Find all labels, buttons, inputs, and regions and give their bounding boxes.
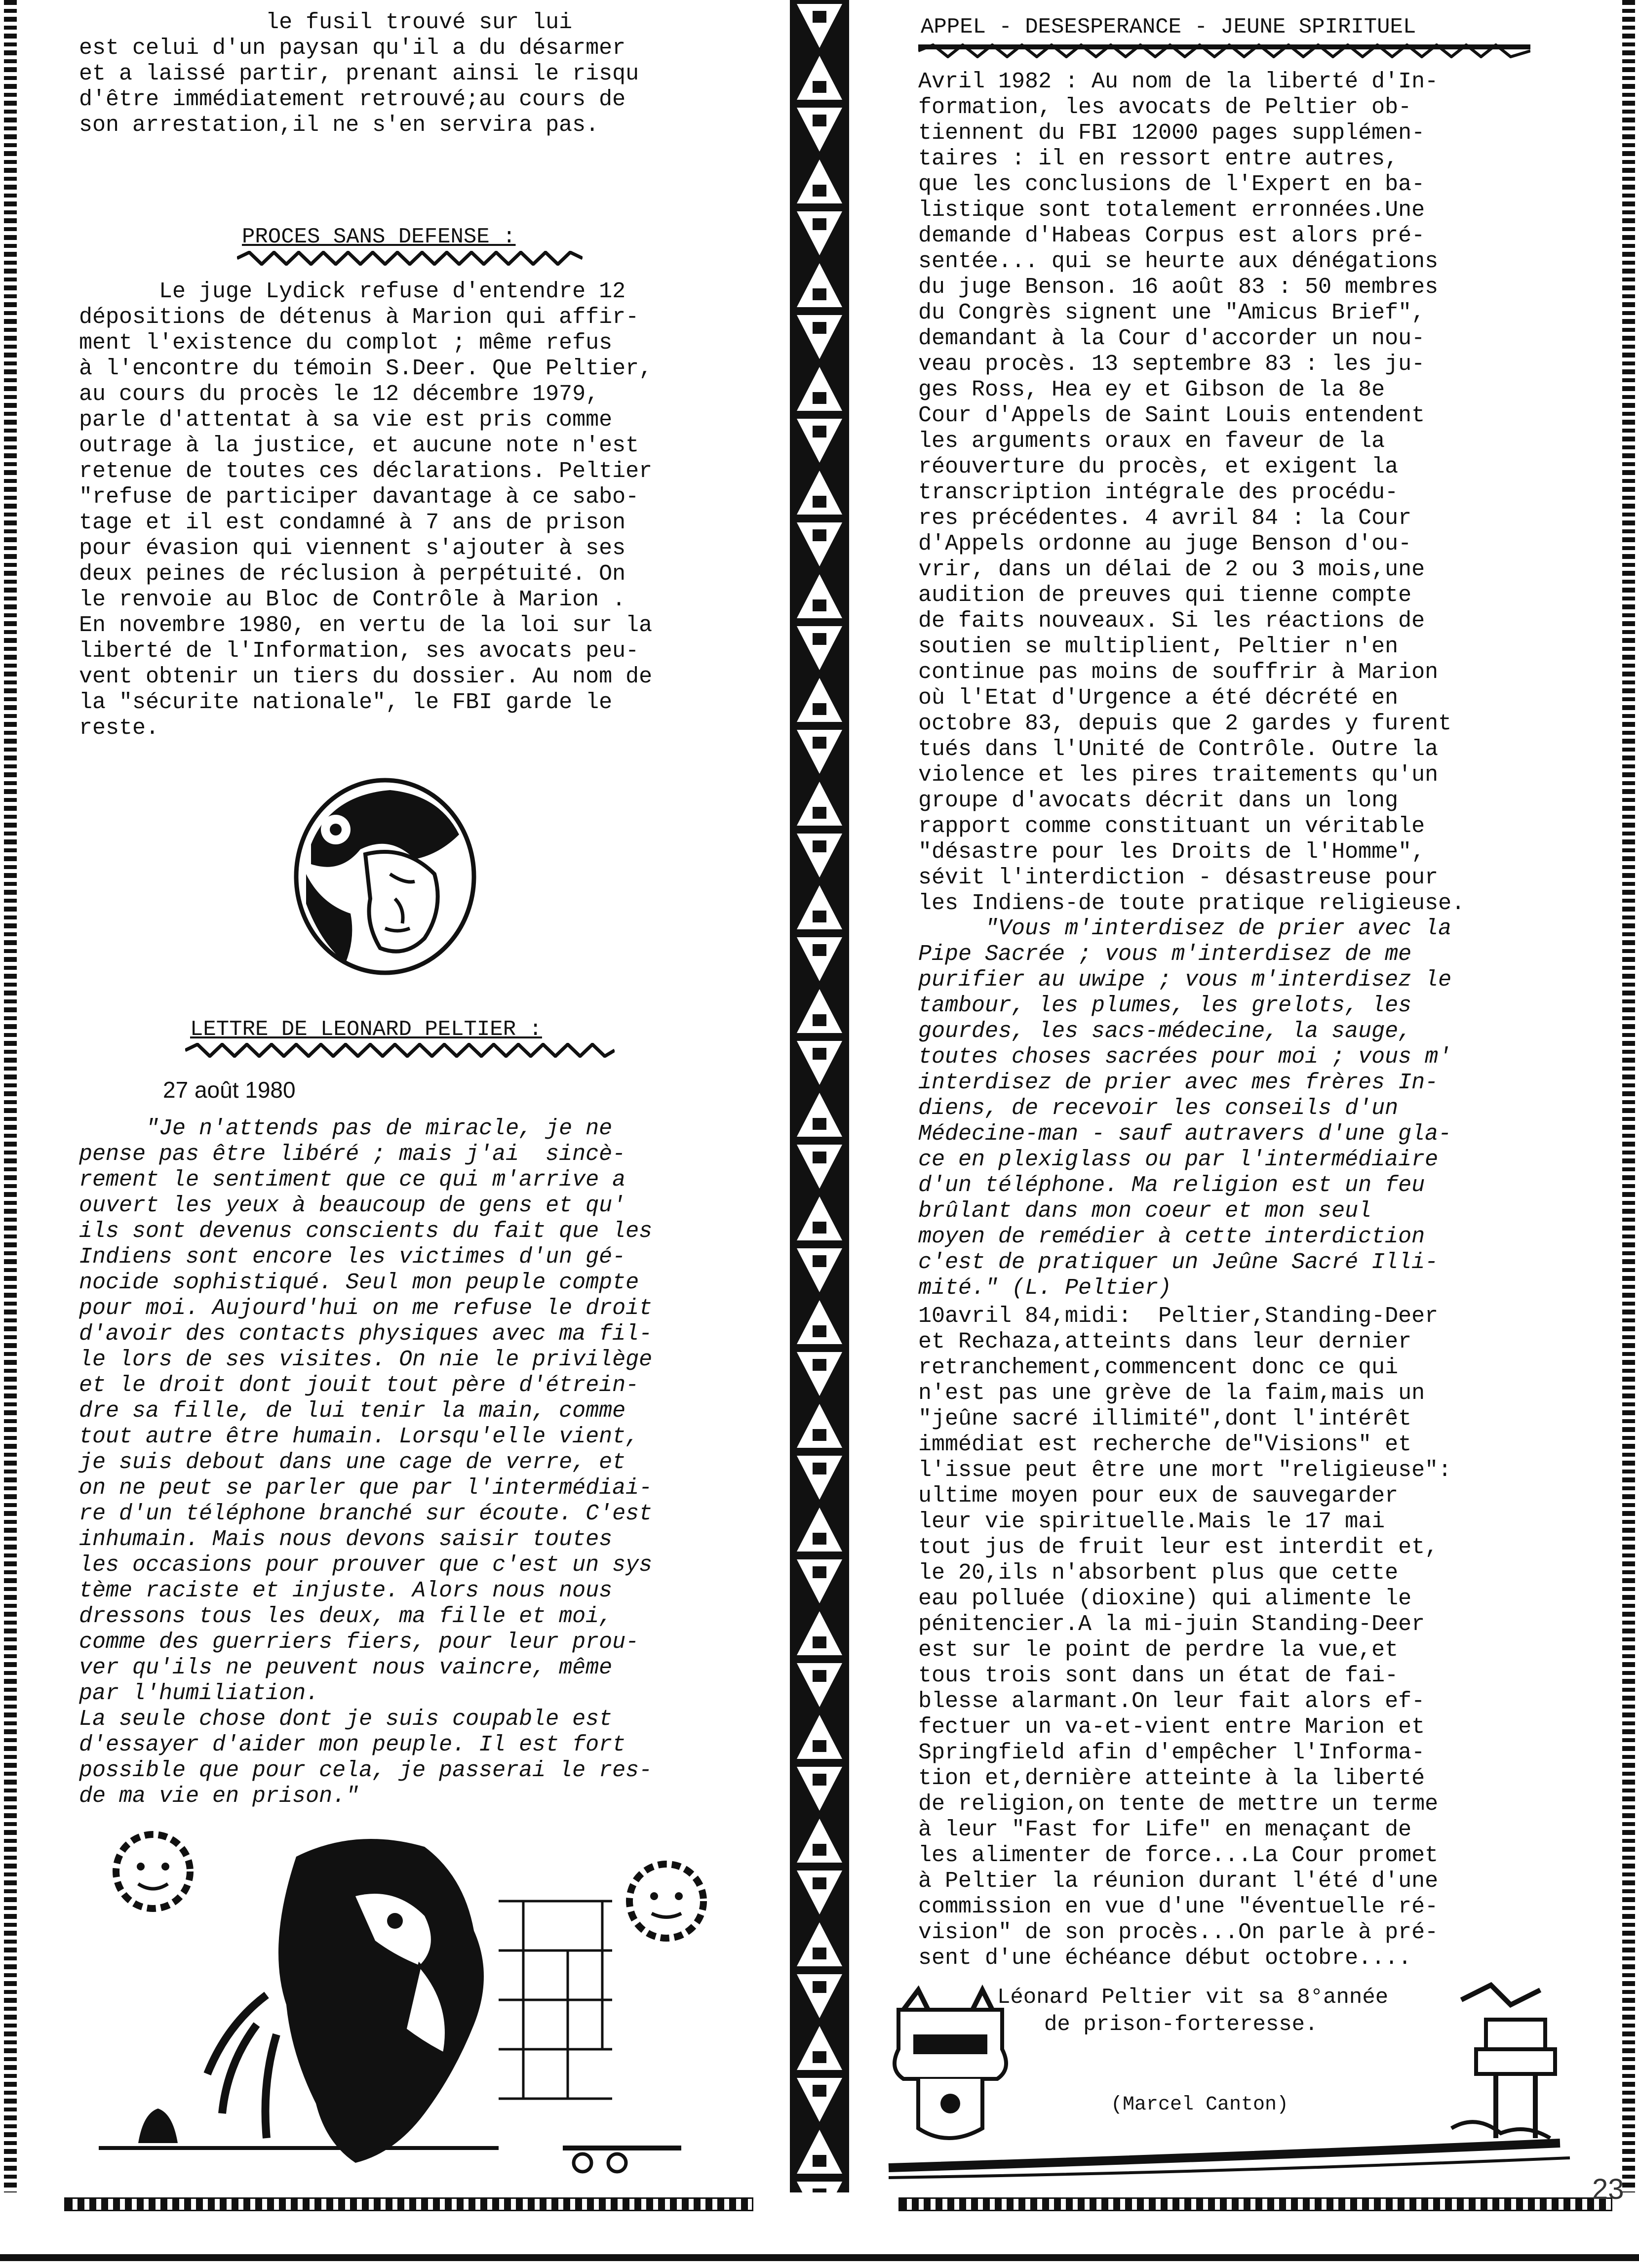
strip-triangle bbox=[797, 1559, 842, 1603]
strip-triangle bbox=[797, 315, 842, 359]
text-line: réouverture du procès, et exigent la bbox=[918, 454, 1399, 479]
strip-triangle bbox=[797, 419, 842, 463]
text-line: Médecine-man - sauf autravers d'une gla- bbox=[918, 1121, 1452, 1147]
text-line: tème raciste et injuste. Alors nous nous bbox=[79, 1578, 613, 1603]
text-line: ment l'existence du complot ; même refus bbox=[79, 330, 613, 356]
text-line: vision" de son procès...On parle à pré- bbox=[918, 1920, 1439, 1945]
strip-triangle bbox=[797, 1093, 842, 1137]
strip-triangle bbox=[797, 1248, 842, 1292]
text-line: "désastre pour les Droits de l'Homme", bbox=[918, 839, 1425, 865]
strip-triangle-mark bbox=[813, 633, 826, 645]
strip-triangle bbox=[797, 574, 842, 618]
strip-triangle-mark bbox=[813, 1877, 826, 1889]
text-line: à l'encontre du témoin S.Deer. Que Peltier, bbox=[79, 356, 653, 381]
heading-appel-desesperance: APPEL - DESESPERANCE - JEUNE SPIRITUEL bbox=[921, 15, 1416, 40]
text-line: dressons tous les deux, ma fille et moi, bbox=[79, 1604, 613, 1629]
text-line: pense pas être libéré ; mais j'ai sincè- bbox=[79, 1142, 626, 1167]
text-line: nocide sophistiqué. Seul mon peuple compte bbox=[79, 1270, 639, 1295]
text-line: le lors de ses visites. On nie le privilège bbox=[79, 1347, 653, 1372]
text-line: taires : il en ressort entre autres, bbox=[918, 146, 1399, 171]
page-number: 23 bbox=[1592, 2173, 1624, 2205]
text-line: Pipe Sacrée ; vous m'interdisez de me bbox=[918, 942, 1412, 967]
text-line: l'issue peut être une mort "religieuse": bbox=[918, 1458, 1452, 1483]
text-line: vent obtenir un tiers du dossier. Au nom de bbox=[79, 664, 653, 689]
text-line: rement le sentiment que ce qui m'arrive a bbox=[79, 1167, 626, 1193]
strip-triangle bbox=[797, 2026, 842, 2070]
strip-triangle bbox=[797, 2130, 842, 2174]
zigzag-ornament bbox=[237, 251, 583, 266]
text-line: Le juge Lydick refuse d'entendre 12 bbox=[79, 279, 626, 304]
text-line: ce en plexiglass ou par l'intermédiaire bbox=[918, 1147, 1439, 1172]
text-line: gourdes, les sacs-médecine, la sauge, bbox=[918, 1019, 1412, 1044]
text-line: brûlant dans mon coeur et mon seul bbox=[918, 1198, 1372, 1224]
strip-triangle bbox=[797, 1456, 842, 1500]
text-line: reste. bbox=[79, 716, 159, 741]
strip-triangle-mark bbox=[813, 1948, 826, 1959]
text-line: la "sécurite nationale", le FBI garde le bbox=[79, 690, 613, 715]
text-line: parle d'attentat à sa vie est pris comme bbox=[79, 407, 613, 433]
strip-triangle bbox=[797, 367, 842, 411]
strip-triangle-mark bbox=[813, 911, 826, 922]
text-line: à Peltier la réunion durant l'été d'une bbox=[918, 1869, 1439, 1894]
text-line: tambour, les plumes, les grelots, les bbox=[918, 993, 1412, 1018]
strip-triangle-mark bbox=[813, 81, 826, 93]
text-line: inhumain. Mais nous devons saisir toutes bbox=[79, 1527, 613, 1552]
right-decorative-border bbox=[1622, 0, 1635, 2192]
bottom-decorative-border-right bbox=[898, 2197, 1612, 2211]
text-line: "Vous m'interdisez de prier avec la bbox=[918, 916, 1452, 941]
text-line: sévit l'interdiction - désastreuse pour bbox=[918, 865, 1439, 890]
strip-triangle-mark bbox=[813, 426, 826, 438]
text-line: c'est de pratiquer un Jeûne Sacré Illi- bbox=[918, 1250, 1439, 1275]
strip-triangle bbox=[797, 1611, 842, 1655]
text-line: continue pas moins de souffrir à Marion bbox=[918, 660, 1439, 685]
strip-triangle-mark bbox=[813, 2051, 826, 2063]
strip-triangle bbox=[797, 108, 842, 152]
strip-triangle bbox=[797, 678, 842, 722]
strip-triangle-mark bbox=[813, 1325, 826, 1337]
text-line: d'un téléphone. Ma religion est un feu bbox=[918, 1173, 1425, 1198]
text-line: pour évasion qui viennent s'ajouter à ses bbox=[79, 536, 626, 561]
closing-line-2: de prison-forteresse. bbox=[1044, 2012, 1318, 2037]
strip-triangle bbox=[797, 1819, 842, 1863]
text-line: leur vie spirituelle.Mais le 17 mai bbox=[918, 1509, 1385, 1534]
text-line: vrir, dans un délai de 2 ou 3 mois,une bbox=[918, 557, 1425, 582]
strip-triangle-mark bbox=[813, 1222, 826, 1233]
strip-triangle bbox=[797, 4, 842, 48]
text-line: audition de preuves qui tienne compte bbox=[918, 583, 1412, 608]
indian-portrait-medallion-illustration bbox=[291, 775, 479, 978]
strip-triangle bbox=[797, 1404, 842, 1448]
strip-triangle-mark bbox=[813, 392, 826, 404]
strip-triangle bbox=[797, 1352, 842, 1396]
text-line: comme des guerriers fiers, pour leur prou- bbox=[79, 1630, 639, 1655]
text-line: blesse alarmant.On leur fait alors ef- bbox=[918, 1689, 1425, 1714]
strip-triangle-mark bbox=[813, 703, 826, 715]
strip-triangle-mark bbox=[813, 1463, 826, 1474]
bottom-decorative-border-left bbox=[64, 2197, 753, 2211]
strip-triangle-mark bbox=[813, 1255, 826, 1267]
author-signature: (Marcel Canton) bbox=[1111, 2094, 1289, 2116]
text-line: commission en vue d'une "éventuelle ré- bbox=[918, 1894, 1439, 1919]
strip-triangle bbox=[797, 1922, 842, 1966]
strip-triangle-mark bbox=[813, 1981, 826, 1993]
text-line: interdisez de prier avec mes frères In- bbox=[918, 1070, 1439, 1095]
text-line: d'essayer d'aider mon peuple. Il est fort bbox=[79, 1732, 626, 1757]
text-line: à leur "Fast for Life" en menaçant de bbox=[918, 1817, 1412, 1842]
strip-triangle bbox=[797, 782, 842, 826]
strip-triangle-mark bbox=[813, 529, 826, 541]
right-main-text bbox=[918, 69, 1545, 916]
text-line: tion et,dernière atteinte à la liberté bbox=[918, 1766, 1425, 1791]
text-line: outrage à la justice, et aucune note n'est bbox=[79, 433, 639, 458]
strip-triangle bbox=[797, 211, 842, 255]
text-line: tage et il est condamné à 7 ans de prison bbox=[79, 510, 626, 535]
text-line: les arguments oraux en faveur de la bbox=[918, 429, 1385, 454]
strip-triangle-mark bbox=[813, 1566, 826, 1578]
text-line: d'Appels ordonne au juge Benson d'ou- bbox=[918, 531, 1412, 557]
text-line: En novembre 1980, en vertu de la loi sur la bbox=[79, 613, 653, 638]
text-line: ver qu'ils ne peuvent nous vaincre, même bbox=[79, 1655, 613, 1680]
strip-triangle bbox=[797, 885, 842, 929]
text-line: Springfield afin d'empêcher l'Informa- bbox=[918, 1740, 1425, 1765]
text-line: le fusil trouvé sur lui bbox=[79, 10, 573, 35]
text-line: demandant à la Cour d'accorder un nou- bbox=[918, 326, 1425, 351]
strip-triangle-mark bbox=[813, 115, 826, 126]
letter-text bbox=[79, 1116, 780, 1809]
strip-triangle bbox=[797, 1767, 842, 1811]
text-line: d'être immédiatement retrouvé;au cours de bbox=[79, 87, 626, 112]
strip-triangle-mark bbox=[813, 1774, 826, 1786]
text-line: est sur le point de perdre la vue,et bbox=[918, 1637, 1399, 1663]
text-line: Indiens sont encore les victimes d'un gé- bbox=[79, 1244, 626, 1270]
center-triangle-strip bbox=[790, 0, 849, 2192]
strip-triangle bbox=[797, 937, 842, 981]
text-line: ils sont devenus conscients du fait que les bbox=[79, 1219, 653, 1244]
heading-proces-sans-defense: PROCES SANS DEFENSE : bbox=[242, 225, 516, 249]
text-line: La seule chose dont je suis coupable est bbox=[79, 1707, 613, 1732]
text-line: octobre 83, depuis que 2 gardes y furent bbox=[918, 711, 1452, 736]
text-line: tiennent du FBI 12000 pages supplémen- bbox=[918, 120, 1425, 146]
text-line: sent d'une échéance début octobre.... bbox=[918, 1946, 1412, 1971]
strip-triangle-mark bbox=[813, 1048, 826, 1060]
text-line: et a laissé partir, prenant ainsi le risqu bbox=[79, 61, 639, 86]
text-line: immédiat est recherche de"Visions" et bbox=[918, 1432, 1412, 1457]
strip-triangle-mark bbox=[813, 1152, 826, 1163]
text-line: ultime moyen pour eux de sauvegarder bbox=[918, 1483, 1399, 1509]
text-line: je suis debout dans une cage de verre, et bbox=[79, 1450, 626, 1475]
strip-triangle-mark bbox=[813, 1533, 826, 1545]
strip-triangle bbox=[797, 1196, 842, 1240]
text-line: demande d'Habeas Corpus est alors pré- bbox=[918, 223, 1425, 248]
bottom-rule bbox=[0, 2254, 1639, 2261]
strip-triangle-mark bbox=[813, 599, 826, 611]
text-line: groupe d'avocats décrit dans un long bbox=[918, 788, 1399, 813]
text-line: ouvert les yeux à beaucoup de gens et qu' bbox=[79, 1193, 626, 1218]
strip-triangle bbox=[797, 1870, 842, 1914]
strip-triangle bbox=[797, 1145, 842, 1189]
text-line: soutien se multiplient, Peltier n'en bbox=[918, 634, 1399, 659]
strip-triangle-mark bbox=[813, 944, 826, 956]
strip-triangle bbox=[797, 626, 842, 670]
text-line: veau procès. 13 septembre 83 : les ju- bbox=[918, 352, 1425, 377]
text-line: que les conclusions de l'Expert en ba- bbox=[918, 172, 1425, 197]
text-line: ges Ross, Hea ey et Gibson de la 8e bbox=[918, 377, 1385, 402]
strip-triangle bbox=[797, 56, 842, 100]
strip-triangle bbox=[797, 263, 842, 307]
strip-triangle-mark bbox=[813, 322, 826, 334]
text-line: "Je n'attends pas de miracle, je ne bbox=[79, 1116, 613, 1141]
text-line: "jeûne sacré illimité",dont l'intérêt bbox=[918, 1406, 1412, 1432]
strip-triangle bbox=[797, 471, 842, 515]
text-line: de ma vie en prison." bbox=[79, 1784, 359, 1809]
strip-triangle-mark bbox=[813, 1014, 826, 1026]
text-line: 10avril 84,midi: Peltier,Standing-Deer bbox=[918, 1304, 1439, 1329]
strip-triangle-mark bbox=[813, 1118, 826, 1130]
strip-triangle bbox=[797, 989, 842, 1033]
strip-triangle-mark bbox=[813, 1429, 826, 1441]
text-line: tués dans l'Unité de Contrôle. Outre la bbox=[918, 737, 1439, 762]
left-intro-text bbox=[79, 10, 780, 138]
text-line: moyen de remédier à cette interdiction bbox=[918, 1224, 1425, 1249]
text-line: on ne peut se parler que par l'intermédiai- bbox=[79, 1475, 653, 1501]
peltier-quote bbox=[918, 916, 1545, 1301]
text-line: diens, de recevoir les conseils d'un bbox=[918, 1096, 1399, 1121]
hunger-strike-text bbox=[918, 1304, 1545, 1971]
strip-triangle-mark bbox=[813, 185, 826, 197]
strip-triangle-mark bbox=[813, 288, 826, 300]
section-proces-text bbox=[79, 279, 780, 741]
text-line: dépositions de détenus à Marion qui affir- bbox=[79, 305, 639, 330]
closing-line-1: Léonard Peltier vit sa 8°année bbox=[997, 1985, 1389, 2010]
text-line: mité." (L. Peltier) bbox=[918, 1275, 1172, 1301]
text-line: de religion,on tente de mettre un terme bbox=[918, 1791, 1439, 1817]
strip-triangle bbox=[797, 522, 842, 566]
strip-triangle-mark bbox=[813, 1844, 826, 1856]
totem-decorative-illustration bbox=[869, 1980, 1600, 2192]
text-line: et Rechaza,atteints dans leur dernier bbox=[918, 1329, 1412, 1354]
strip-triangle-mark bbox=[813, 2188, 826, 2192]
text-line: tout jus de fruit leur est interdit et, bbox=[918, 1535, 1439, 1560]
strip-triangle-mark bbox=[813, 2155, 826, 2167]
text-line: tous trois sont dans un état de fai- bbox=[918, 1663, 1399, 1688]
text-line: Cour d'Appels de Saint Louis entendent bbox=[918, 403, 1425, 428]
strip-triangle bbox=[797, 1300, 842, 1344]
strip-triangle-mark bbox=[813, 737, 826, 749]
text-line: retenue de toutes ces déclarations. Peltier bbox=[79, 459, 653, 484]
letter-date: 27 août 1980 bbox=[163, 1077, 296, 1103]
strip-triangle-mark bbox=[813, 1636, 826, 1648]
text-line: "refuse de participer davantage à ce sabo- bbox=[79, 484, 639, 510]
text-line: les Indiens-de toute pratique religieuse. bbox=[918, 891, 1465, 916]
text-line: le renvoie au Bloc de Contrôle à Marion . bbox=[79, 587, 626, 612]
text-line: violence et les pires traitements qu'un bbox=[918, 762, 1439, 788]
text-line: purifier au uwipe ; vous m'interdisez le bbox=[918, 967, 1452, 993]
text-line: les occasions pour prouver que c'est un sys bbox=[79, 1552, 653, 1578]
text-line: du juge Benson. 16 août 83 : 50 membres bbox=[918, 275, 1439, 300]
strip-triangle bbox=[797, 834, 842, 877]
text-line: est celui d'un paysan qu'il a du désarmer bbox=[79, 36, 626, 61]
text-line: Avril 1982 : Au nom de la liberté d'In- bbox=[918, 69, 1439, 94]
text-line: toutes choses sacrées pour moi ; vous m' bbox=[918, 1044, 1452, 1070]
text-line: le 20,ils n'absorbent plus que cette bbox=[918, 1560, 1399, 1586]
strip-triangle-mark bbox=[813, 11, 826, 23]
text-line: re d'un téléphone branché sur écoute. C'est bbox=[79, 1501, 653, 1526]
strip-triangle bbox=[797, 1508, 842, 1552]
eagle-dancer-illustration bbox=[79, 1817, 770, 2192]
text-line: par l'humiliation. bbox=[79, 1681, 319, 1706]
strip-triangle-mark bbox=[813, 496, 826, 508]
text-line: sentée... qui se heurte aux dénégations bbox=[918, 249, 1439, 274]
strip-triangle-mark bbox=[813, 1740, 826, 1752]
text-line: deux peines de réclusion à perpétuité. On bbox=[79, 561, 626, 587]
triangle-pattern bbox=[790, 0, 849, 2192]
heading-lettre-peltier: LETTRE DE LEONARD PELTIER : bbox=[190, 1017, 542, 1042]
text-line: transcription intégrale des procédu- bbox=[918, 480, 1399, 505]
text-line: tout autre être humain. Lorsqu'elle vient, bbox=[79, 1424, 639, 1449]
zigzag-ornament bbox=[918, 43, 1530, 58]
text-line: où l'Etat d'Urgence a été décrété en bbox=[918, 685, 1399, 711]
text-line: au cours du procès le 12 décembre 1979, bbox=[79, 382, 599, 407]
text-line: du Congrès signent une "Amicus Brief", bbox=[918, 300, 1425, 325]
text-line: listique sont totalement erronnées.Une bbox=[918, 198, 1425, 223]
strip-triangle-mark bbox=[813, 807, 826, 819]
text-line: rapport comme constituant un véritable bbox=[918, 814, 1425, 839]
text-line: et le droit dont jouit tout père d'étrein- bbox=[79, 1373, 639, 1398]
text-line: d'avoir des contacts physiques avec ma fil- bbox=[79, 1321, 653, 1347]
text-line: dre sa fille, de lui tenir la main, comme bbox=[79, 1398, 626, 1424]
strip-triangle bbox=[797, 1663, 842, 1707]
strip-triangle bbox=[797, 1041, 842, 1085]
left-decorative-border bbox=[4, 0, 17, 2192]
text-line: formation, les avocats de Peltier ob- bbox=[918, 95, 1412, 120]
text-line: eau polluée (dioxine) qui alimente le bbox=[918, 1586, 1412, 1611]
text-line: les alimenter de force...La Cour promet bbox=[918, 1843, 1439, 1868]
text-line: fectuer un va-et-vient entre Marion et bbox=[918, 1714, 1425, 1740]
text-line: n'est pas une grève de la faim,mais un bbox=[918, 1381, 1425, 1406]
strip-triangle bbox=[797, 159, 842, 203]
strip-triangle-mark bbox=[813, 1359, 826, 1371]
strip-triangle-mark bbox=[813, 840, 826, 852]
text-line: retranchement,commencent donc ce qui bbox=[918, 1355, 1399, 1380]
strip-triangle bbox=[797, 1715, 842, 1759]
text-line: possible que pour cela, je passerai le res- bbox=[79, 1758, 653, 1783]
text-line: pénitencier.A la mi-juin Standing-Deer bbox=[918, 1612, 1425, 1637]
strip-triangle bbox=[797, 1974, 842, 2018]
strip-triangle-mark bbox=[813, 218, 826, 230]
strip-triangle bbox=[797, 730, 842, 774]
zigzag-ornament bbox=[185, 1043, 615, 1058]
text-line: de faits nouveaux. Si les réactions de bbox=[918, 608, 1425, 634]
text-line: son arrestation,il ne s'en servira pas. bbox=[79, 113, 599, 138]
text-line: pour moi. Aujourd'hui on me refuse le droit bbox=[79, 1296, 653, 1321]
text-line: liberté de l'Information, ses avocats peu- bbox=[79, 638, 639, 664]
strip-triangle-mark bbox=[813, 1670, 826, 1682]
strip-triangle bbox=[797, 2078, 842, 2122]
text-line: res précédentes. 4 avril 84 : la Cour bbox=[918, 506, 1412, 531]
strip-triangle-mark bbox=[813, 2085, 826, 2097]
